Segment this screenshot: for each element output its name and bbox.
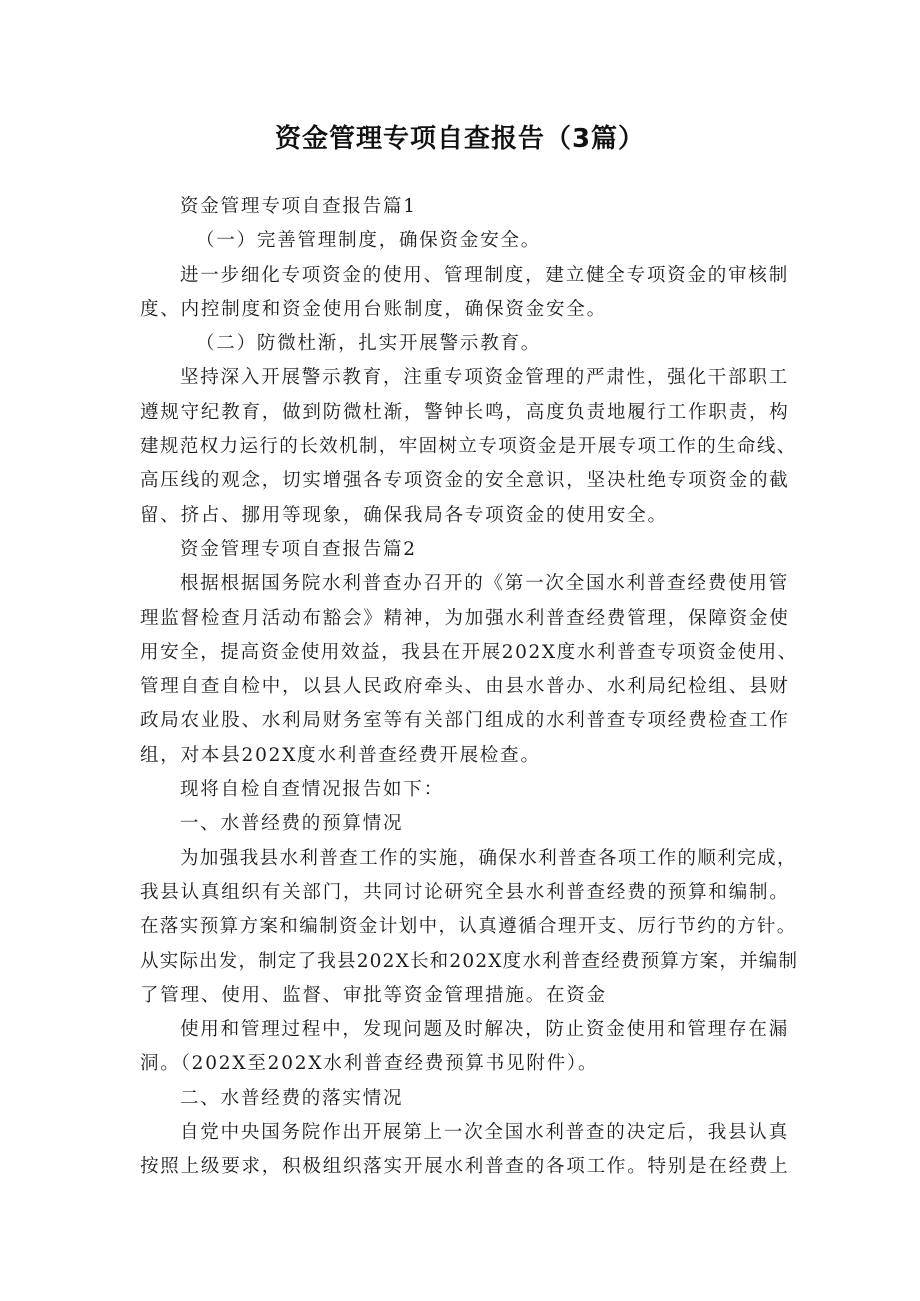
text-line: （二）防微杜渐，扎实开展警示教育。 <box>196 333 542 355</box>
text-line: 资金管理专项自查报告篇2 <box>180 538 417 560</box>
text-line: 留、挤占、挪用等现象，确保我局各专项资金的使用安全。 <box>140 504 668 526</box>
text-line: 度、内控制度和资金使用台账制度，确保资金安全。 <box>140 298 607 320</box>
document-body <box>140 190 800 1185</box>
text-line: 理监督检查月活动布豁会》精神，为加强水利普查经费管理，保障资金使 <box>140 607 790 629</box>
text-line: 进一步细化专项资金的使用、管理制度，建立健全专项资金的审核制 <box>180 264 790 286</box>
text-line: 建规范权力运行的长效机制，牢固树立专项资金是开展专项工作的生命线、 <box>140 436 797 458</box>
text-line: 遵规守纪教育，做到防微杜渐，警钟长鸣，高度负责地履行工作职责，构 <box>140 401 790 423</box>
text-line: 现将自检自查情况报告如下： <box>180 779 444 801</box>
text-line: 高压线的观念，切实增强各专项资金的安全意识，坚决杜绝专项资金的截 <box>140 470 790 492</box>
text-line: 管理自查自检中，以县人民政府牵头、由县水普办、水利局纪检组、县财 <box>140 676 790 698</box>
text-line: 一、水普经费的预算情况 <box>180 813 404 835</box>
text-line: 使用和管理过程中，发现问题及时解决，防止资金使用和管理存在漏 <box>180 1019 790 1041</box>
text-line: 从实际出发，制定了我县202X长和202X度水利普查经费预算方案，并编制 <box>140 950 799 972</box>
text-line: 根据根据国务院水利普查办召开的《第一次全国水利普查经费使用管 <box>180 573 790 595</box>
text-line: 了管理、使用、监督、审批等资金管理措施。在资金 <box>140 984 607 1006</box>
text-line: 洞。（202X至202X水利普查经费预算书见附件）。 <box>140 1053 599 1075</box>
text-line: 资金管理专项自查报告篇1 <box>180 196 417 217</box>
text-line: 在落实预算方案和编制资金计划中，认真遵循合理开支、厉行节约的方针。 <box>140 916 797 938</box>
text-line: 自党中央国务院作出开展第上一次全国水利普查的决定后，我县认真 <box>180 1122 790 1144</box>
text-line: 按照上级要求，积极组织落实开展水利普查的各项工作。特别是在经费上 <box>140 1156 790 1178</box>
text-line: 组，对本县202X度水利普查经费开展检查。 <box>140 744 541 766</box>
text-line: 我县认真组织有关部门，共同讨论研究全县水利普查经费的预算和编制。 <box>140 881 790 903</box>
text-line: （一）完善管理制度，确保资金安全。 <box>196 230 542 252</box>
text-line: 为加强我县水利普查工作的实施，确保水利普查各项工作的顺利完成， <box>180 847 797 869</box>
text-line: 用安全，提高资金使用效益，我县在开展202X度水利普查专项资金使用、 <box>140 641 798 663</box>
text-line: 二、水普经费的落实情况 <box>180 1087 404 1109</box>
text-line: 坚持深入开展警示教育，注重专项资金管理的严肃性，强化干部职工 <box>180 367 790 389</box>
text-line: 政局农业股、水利局财务室等有关部门组成的水利普查专项经费检查工作 <box>140 710 790 732</box>
document-title: 资金管理专项自查报告（3篇） <box>274 124 646 154</box>
